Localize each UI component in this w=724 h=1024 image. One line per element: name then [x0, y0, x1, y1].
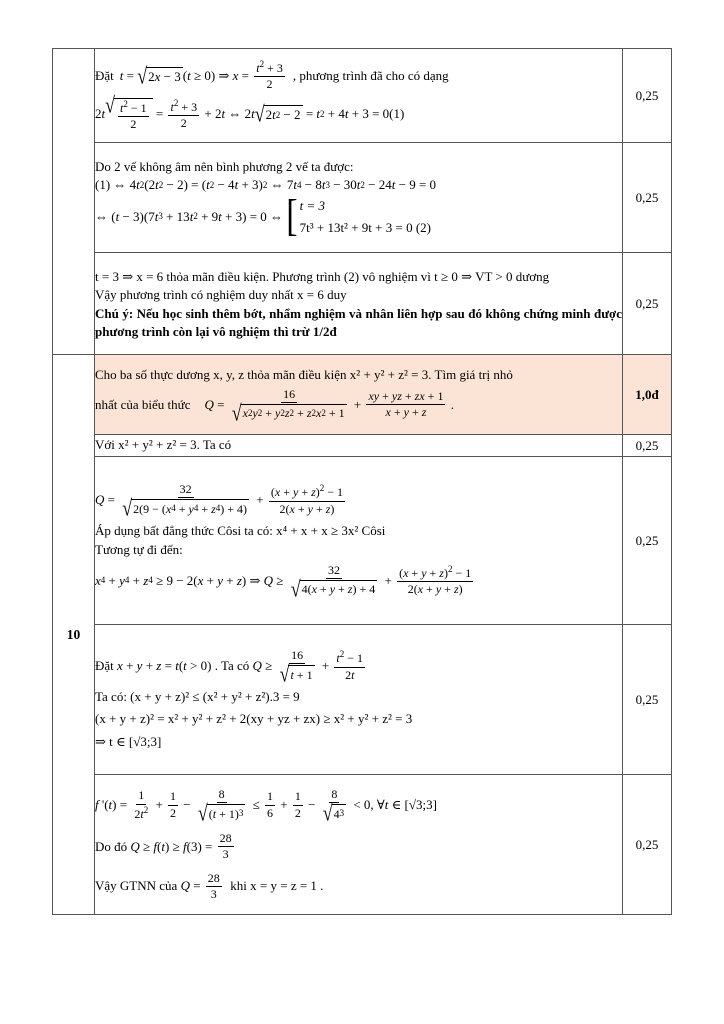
question-number-cell: 10	[53, 355, 95, 915]
equation-system: [ t = 3 7t³ + 13t² + 9t + 3 = 0 (2)	[286, 192, 431, 241]
solution-step: Do 2 vế không âm nên bình phương 2 vế ta được: (1) ⇔ 4 t 2 (2 t 2 − 2) = ( t 2 − 4 t + 3) 2 ⇔ 7 t 4 − 8 t 3 − 30 t 2 − 24 t − 9 = 0 ⇔ ( t − 3)(7 t 3 + 13 t 2 + 9 t + 3) = 0 ⇔ [ t = 3 7t³ + 13t² + 9t + 3 = 0 (2)	[95, 143, 623, 253]
points-cell: 0,25	[623, 435, 672, 457]
solution-step: Đặt x + y + z = t ( t > 0) . Ta có Q ≥ 16 √ t + 1 + $\frac{t^2 - 1}{2t}$ Ta có: (x + y + z)² ≤ (x² + y² + z²).3 = 9 (x + y + z)² = x² + y² + z² + 2(xy + yz + zx) ≥ x² + y² + z² = 3 ⇒ t ∈ [√3;3]	[95, 625, 623, 775]
table-row	[53, 143, 672, 253]
points-cell: 0,25	[623, 143, 672, 253]
step-text: Đặt	[95, 67, 114, 83]
points-cell: 0,25	[623, 625, 672, 775]
step-text: Do 2 vế không âm nên bình phương 2 vế ta được:	[95, 159, 354, 174]
solution-step	[95, 435, 623, 457]
table-row	[53, 355, 672, 435]
points-cell: 0,25	[623, 253, 672, 355]
table-row	[53, 435, 672, 457]
points-cell: 0,25	[623, 49, 672, 143]
step-text: Cho ba số thực dương x, y, z thỏa mãn điều kiện x² + y² + z² = 3. Tìm giá trị nhỏ	[95, 367, 513, 383]
table-row	[53, 457, 672, 625]
step-text: Với x² + y² + z² = 3. Ta có	[95, 437, 232, 453]
points-cell: 1,0đ	[623, 355, 672, 435]
step-text: , phương trình đã cho có dạng	[292, 67, 449, 83]
solution-table	[52, 48, 672, 915]
note-text: Chú ý: Nếu học sinh thêm bớt, nhẩm nghiệm và nhân liên hợp sau đó không chứng minh được phương trình còn lại vô nghiệm thì trừ 1/2đ	[95, 306, 622, 339]
step-text: Ta có: (x + y + z)² ≤ (x² + y² + z²).3 = 9	[95, 689, 300, 705]
step-text: t = 3 ⇒ x = 6 thỏa mãn điều kiện. Phương trình (2) vô nghiệm vì t ≥ 0 ⇒ VT > 0 dương	[95, 268, 550, 284]
solution-step	[95, 253, 623, 355]
points-cell: 0,25	[623, 457, 672, 625]
step-text: nhất của biểu thức	[95, 396, 191, 412]
step-text: Vậy GTNN của	[95, 878, 178, 894]
step-text: khi x = y = z = 1 .	[230, 878, 324, 894]
problem-statement: Cho ba số thực dương x, y, z thỏa mãn điều kiện x² + y² + z² = 3. Tìm giá trị nhỏ nhất của biểu thức Q = 16 √ x 2 y 2 + y 2 z 2 + z 2 x 2 + 1 + $\frac{xy + yz + zx + 1}{x + y + z}$ .	[95, 355, 623, 435]
solution-step: Đặt t = √ 2 x − 3 ( t ≥ 0) ⇒ x = $\frac{t^2 + 3}{2}$ , phương trình đã cho có dạng 2 t √ $\frac{t^2 - 1}{2}$ = $\frac{t^2 + 3}{2}$ + 2 t ⇔ 2 t √ 2 t 2 − 2 = t 2 + 4 t + 3 = 0(1)	[95, 49, 623, 143]
step-text: Tương tự đi đến:	[95, 541, 183, 557]
table-row	[53, 625, 672, 775]
table-row	[53, 253, 672, 355]
solution-step: f '( t ) = $\frac{1}{2t^2}$ + $\frac{1}{2}$ − 8 √ ( t + 1) 3 ≤ $\frac{1}{6}$ + $\frac{1}{2}$ − 8 √ 4 3 < 0, ∀ t ∈ [√3;3] Do đó Q ≥ f ( t ) ≥ f (3) = $\frac{28}{3}$ Vậy GTNN của Q = $\frac{28}{3}$ khi x = y = z = 1 .	[95, 775, 623, 915]
system-row: 7t³ + 13t² + 9t + 3 = 0 (2)	[299, 219, 431, 235]
question-number-cell	[53, 49, 95, 355]
table-row	[53, 775, 672, 915]
step-text: ⇒ t ∈ [√3;3]	[95, 733, 162, 749]
step-text: Vậy phương trình có nghiệm duy nhất x = 6 duy	[95, 286, 347, 302]
solution-step: Q = 32 √ 2(9 − ( x 4 + y 4 + z 4 ) + 4) + $\frac{(x + y + z)^2 - 1}{2(x + y + z)}$ Áp dụng bất đẳng thức Côsi ta có: x⁴ + x + x ≥ 3x² Côsi Tương tự đi đến: x 4 + y 4 + z 4 ≥ 9 − 2( x + y + z ) ⇒ Q ≥ 32 √ 4( x + y + z ) + 4 + $\frac{(x + y + z)^2 - 1}{2(x + y + z)}$	[95, 457, 623, 625]
step-text: (x + y + z)² = x² + y² + z² + 2(xy + yz + zx) ≥ x² + y² + z² = 3	[95, 711, 413, 727]
table-row	[53, 49, 672, 143]
points-cell: 0,25	[623, 775, 672, 915]
step-text: Áp dụng bất đẳng thức Côsi ta có: x⁴ + x + x ≥ 3x² Côsi	[95, 523, 386, 539]
system-row: t = 3	[299, 197, 325, 213]
